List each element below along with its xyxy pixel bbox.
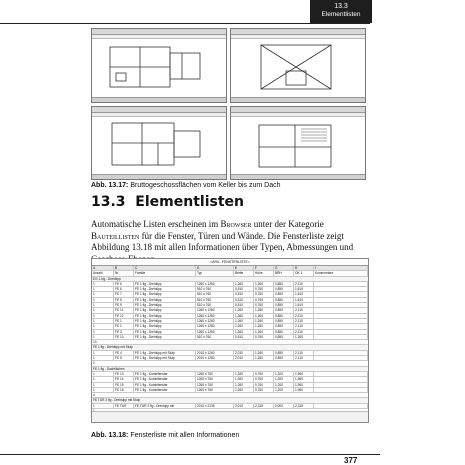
table-cell: 1 bbox=[92, 388, 114, 392]
table-cell: 1,260 bbox=[254, 351, 274, 355]
table-cell: 0,760 bbox=[254, 372, 274, 376]
table-cell: 2,110 bbox=[294, 330, 314, 334]
table-cell: FE 1 flg - Kombifenster bbox=[134, 383, 196, 387]
browser-term: Browser bbox=[220, 219, 252, 229]
table-cell: E bbox=[234, 266, 254, 270]
table-cell: 1,260 bbox=[234, 388, 254, 392]
table-cell bbox=[314, 404, 368, 408]
table-cell: 1,260 bbox=[254, 319, 274, 323]
table-cell: 1,260 bbox=[254, 314, 274, 318]
table-cell: 1,260 bbox=[294, 335, 314, 339]
table-cell: FE 10 bbox=[114, 335, 134, 339]
table-cell: FE 1 flg - Drehkipp bbox=[134, 303, 196, 307]
table-cell: 2,010 bbox=[234, 356, 254, 360]
table-cell: 1,960 bbox=[294, 388, 314, 392]
table-cell: 2,135 bbox=[294, 404, 314, 408]
running-header-tab bbox=[310, 0, 372, 23]
figure-caption-13-18 bbox=[91, 431, 239, 440]
table-cell: FE 1 flg - Drehkipp bbox=[134, 308, 196, 312]
table-cell: 0,850 bbox=[274, 314, 294, 318]
table-cell: 1,260 bbox=[254, 308, 274, 312]
table-cell: 2,110 bbox=[294, 319, 314, 323]
table-cell: 0,760 bbox=[254, 303, 274, 307]
table-cell: G bbox=[274, 266, 294, 270]
table-cell: 1,200 bbox=[274, 372, 294, 376]
table-cell: FE 3 bbox=[114, 330, 134, 334]
table-cell: FE TÜR 2 flg - Drehkipp mit bbox=[134, 404, 196, 408]
table-cell: FE 9 bbox=[114, 303, 134, 307]
table-cell: 0,850 bbox=[274, 330, 294, 334]
table-cell: 2,135 bbox=[254, 404, 274, 408]
table-cell: 2,110 bbox=[294, 314, 314, 318]
table-cell: 1,260 bbox=[234, 282, 254, 286]
table-cell bbox=[314, 388, 368, 392]
table-cell: FE 14 bbox=[114, 377, 134, 381]
header-section-title: Elementlisten bbox=[321, 11, 361, 18]
table-cell: FE 4 bbox=[114, 351, 134, 355]
table-cell: 1260 x 760 bbox=[196, 383, 234, 387]
table-cell: 1 bbox=[92, 356, 114, 360]
table-cell: 1 bbox=[92, 377, 114, 381]
table-cell: 1,260 bbox=[234, 324, 254, 328]
section-heading bbox=[91, 194, 244, 210]
table-cell: FE 1 flg - Drehkipp mit Stulp bbox=[134, 351, 196, 355]
table-cell: FE TÜR bbox=[114, 404, 134, 408]
table-cell: FE 1 flg - Drehkipp mit Stulp bbox=[134, 356, 196, 360]
page-number: 377 bbox=[344, 456, 358, 465]
table-group-total: 2 bbox=[92, 361, 368, 366]
table-cell: 0,760 bbox=[254, 298, 274, 302]
table-cell: I bbox=[314, 266, 368, 270]
table-cell: 0,850 bbox=[274, 282, 294, 286]
table-cell: A bbox=[92, 266, 114, 270]
ground-plan-drawing bbox=[92, 117, 226, 177]
table-cell: 1,200 bbox=[274, 383, 294, 387]
table-cell: FE 13 bbox=[114, 372, 134, 376]
table-cell: 1,260 bbox=[234, 377, 254, 381]
figure-caption-text: Fensterliste mit allen Informationen bbox=[130, 432, 240, 439]
table-cell: FE 5 bbox=[114, 356, 134, 360]
table-cell: 2,110 bbox=[294, 324, 314, 328]
table-cell: 1 bbox=[92, 372, 114, 376]
table-cell: 1260 x 1260 bbox=[196, 308, 234, 312]
table-cell: 510 x 760 bbox=[196, 298, 234, 302]
table-cell: 1,200 bbox=[274, 388, 294, 392]
table-cell: BRH bbox=[274, 271, 294, 275]
table-cell: FE 8 bbox=[114, 298, 134, 302]
table-cell: B bbox=[114, 266, 134, 270]
table-cell: OK 1 bbox=[294, 271, 314, 275]
table-cell: 1,260 bbox=[234, 314, 254, 318]
table-cell: 1260 x 760 bbox=[196, 372, 234, 376]
table-cell: 1,260 bbox=[234, 319, 254, 323]
table-cell: 2,010 bbox=[234, 404, 254, 408]
table-cell: 0,760 bbox=[254, 335, 274, 339]
table-cell: 2,010 bbox=[234, 351, 254, 355]
table-cell: 2,110 bbox=[294, 282, 314, 286]
table-group-header: FE 1 flg - Drehkipp mit Stulp bbox=[92, 345, 368, 350]
table-cell: 2,110 bbox=[294, 351, 314, 355]
table-cell: 0,000 bbox=[274, 404, 294, 408]
table-cell bbox=[314, 319, 368, 323]
table-cell: 1,260 bbox=[254, 324, 274, 328]
bauteillisten-term: Bauteillisten bbox=[91, 230, 140, 241]
table-cell: 0,510 bbox=[234, 303, 254, 307]
table-cell: FE 1 flg - Drehkipp bbox=[134, 292, 196, 296]
table-cell: 1 bbox=[92, 330, 114, 334]
table-cell: 1,260 bbox=[234, 383, 254, 387]
table-cell: 1 bbox=[92, 324, 114, 328]
table-cell: FE 1 bbox=[114, 319, 134, 323]
table-cell: 0,760 bbox=[254, 377, 274, 381]
table-cell: 0,850 bbox=[274, 298, 294, 302]
table-cell: 1,260 bbox=[254, 282, 274, 286]
body-paragraph: Automatische Listen erscheinen im Browser unter der Kategorie Bauteillisten für die Fenster, Türen und Wände. Die Fensterliste zeigt Abbildung 13.18 mit allen Informationen über Typen, Abmessungen und bbox=[91, 219, 354, 252]
table-cell: 1260 x 1260 bbox=[196, 324, 234, 328]
table-cell: 1 bbox=[92, 298, 114, 302]
table-group-header: FE TÜR 2 flg - Drehkipp mit Stulp bbox=[92, 398, 368, 403]
table-cell: 510 x 760 bbox=[196, 303, 234, 307]
table-cell bbox=[314, 303, 368, 307]
table-cell: FE 6 bbox=[114, 282, 134, 286]
section-number: 13.3 bbox=[91, 194, 126, 210]
table-cell: FE 12 bbox=[114, 314, 134, 318]
table-cell bbox=[314, 298, 368, 302]
table-cell bbox=[314, 335, 368, 339]
table-cell: 1,260 bbox=[234, 308, 254, 312]
header-section-number: 13.3 bbox=[334, 3, 348, 10]
table-cell: 1 bbox=[92, 319, 114, 323]
table-cell: FE 7 bbox=[114, 292, 134, 296]
table-group-total: 4 bbox=[92, 393, 368, 398]
table-cell bbox=[314, 351, 368, 355]
upper-plan-drawing bbox=[231, 117, 365, 177]
table-group-header: EG 1.Ng - Drehkipp bbox=[92, 277, 368, 282]
table-group-total: 13 bbox=[92, 340, 368, 345]
table-cell: 0,510 bbox=[234, 292, 254, 296]
table-cell: FE 1 flg - Drehkipp bbox=[134, 282, 196, 286]
table-cell: 1 bbox=[92, 404, 114, 408]
table-cell: 0,850 bbox=[274, 356, 294, 360]
table-cell: 2,110 bbox=[294, 308, 314, 312]
table-cell: FE 1 flg - Drehkipp bbox=[134, 287, 196, 291]
table-cell: 1,960 bbox=[294, 372, 314, 376]
window-schedule-table bbox=[91, 258, 369, 423]
floor-plan-panel-basement bbox=[91, 28, 227, 103]
table-cell: 1,610 bbox=[294, 298, 314, 302]
table-cell: 0,850 bbox=[274, 335, 294, 339]
table-cell bbox=[314, 324, 368, 328]
table-cell: C bbox=[134, 266, 196, 270]
table-cell: 0,510 bbox=[234, 298, 254, 302]
table-cell: 0,850 bbox=[274, 319, 294, 323]
figure-label: Abb. 13.18: bbox=[91, 432, 129, 439]
table-cell: 2010 x 1260 bbox=[196, 356, 234, 360]
table-cell: 1,610 bbox=[294, 287, 314, 291]
table-cell: 1,260 bbox=[234, 372, 254, 376]
table-cell: Anzahl bbox=[92, 271, 114, 275]
table-cell: 1 bbox=[92, 383, 114, 387]
table-cell: 0,850 bbox=[274, 292, 294, 296]
table-cell bbox=[314, 282, 368, 286]
table-cell: Kommentare bbox=[314, 271, 368, 275]
table-cell: 0,850 bbox=[274, 324, 294, 328]
table-cell bbox=[314, 330, 368, 334]
table-group-header: FE 1 flg - Dachflächen bbox=[92, 367, 368, 372]
table-cell: 1 bbox=[92, 351, 114, 355]
table-cell: FE 11 bbox=[114, 308, 134, 312]
table-cell: 1 bbox=[92, 303, 114, 307]
table-cell: F bbox=[254, 266, 274, 270]
table-cell: FE 1 flg - Kombifenster bbox=[134, 377, 196, 381]
table-cell: 0,760 bbox=[254, 383, 274, 387]
table-cell: 1,260 bbox=[254, 356, 274, 360]
table-cell: 510 x 760 bbox=[196, 292, 234, 296]
table-cell: 0,760 bbox=[254, 388, 274, 392]
figure-caption-13-17 bbox=[91, 181, 281, 190]
table-cell: 510 x 760 bbox=[196, 287, 234, 291]
table-cell bbox=[314, 372, 368, 376]
table-cell: FE 1 flg - Drehkipp bbox=[134, 335, 196, 339]
table-cell bbox=[314, 383, 368, 387]
table-cell: 1260 x 1260 bbox=[196, 314, 234, 318]
table-cell: 1260 x 760 bbox=[196, 388, 234, 392]
table-cell: FE 2 bbox=[114, 324, 134, 328]
table-cell: 2,110 bbox=[294, 356, 314, 360]
floor-plan-panel-upper bbox=[230, 106, 366, 180]
table-cell: 0,850 bbox=[274, 308, 294, 312]
table-cell: 1,610 bbox=[294, 292, 314, 296]
table-cell: 0,850 bbox=[274, 303, 294, 307]
floor-plan-panel-roof bbox=[230, 28, 366, 103]
table-cell: 1,960 bbox=[294, 383, 314, 387]
table-cell: 1 bbox=[92, 314, 114, 318]
table-cell: Nr. bbox=[114, 271, 134, 275]
table-cell: Typ bbox=[196, 271, 234, 275]
table-cell: 1 bbox=[92, 282, 114, 286]
table-cell: 1 bbox=[92, 287, 114, 291]
table-cell: 0,850 bbox=[274, 351, 294, 355]
table-cell: FE 1 flg - Drehkipp bbox=[134, 298, 196, 302]
table-cell: 0,760 bbox=[254, 292, 274, 296]
table-cell bbox=[314, 287, 368, 291]
figure-caption-text: Bruttogeschossflächen vom Keller bis zum Dach bbox=[130, 182, 281, 189]
table-cell: FE 1 flg - Drehkipp bbox=[134, 330, 196, 334]
table-cell bbox=[314, 308, 368, 312]
floor-plan-screenshots bbox=[91, 28, 366, 178]
table-cell: FE 1 flg - Kombifenster bbox=[134, 388, 196, 392]
table-cell: FE 1 flg - Kombifenster bbox=[134, 372, 196, 376]
table-cell: FE 1 flg - Drehkipp bbox=[134, 314, 196, 318]
table-cell: 1 bbox=[92, 335, 114, 339]
table-cell: 2010 x 2135 bbox=[196, 404, 234, 408]
table-cell: Höhe bbox=[254, 271, 274, 275]
table-cell bbox=[314, 356, 368, 360]
table-cell: 0,850 bbox=[274, 287, 294, 291]
table-cell bbox=[314, 377, 368, 381]
table-cell: Familie bbox=[134, 271, 196, 275]
table-cell: FE 16 bbox=[114, 388, 134, 392]
floor-plan-drawing bbox=[92, 39, 226, 99]
table-cell: FE 1 flg - Drehkipp bbox=[134, 319, 196, 323]
table-title: <ARIL. FENSTERLISTE> bbox=[92, 259, 368, 266]
table-cell: 1260 x 1260 bbox=[196, 282, 234, 286]
footer-rule bbox=[0, 454, 380, 455]
figure-label: Abb. 13.17: bbox=[91, 182, 129, 189]
table-cell: 1,260 bbox=[234, 330, 254, 334]
table-cell: 0,510 bbox=[234, 335, 254, 339]
floor-plan-panel-ground bbox=[91, 106, 227, 180]
table-cell: Breite bbox=[234, 271, 254, 275]
table-cell: 1260 x 1260 bbox=[196, 319, 234, 323]
table-cell: 2010 x 1260 bbox=[196, 351, 234, 355]
table-cell bbox=[314, 314, 368, 318]
table-cell: H bbox=[294, 266, 314, 270]
table-cell: 510 x 760 bbox=[196, 335, 234, 339]
table-cell bbox=[314, 292, 368, 296]
table-cell: 1260 x 1260 bbox=[196, 330, 234, 334]
table-cell: D bbox=[196, 266, 234, 270]
table-cell: 0,510 bbox=[234, 287, 254, 291]
table-cell: 1,260 bbox=[254, 330, 274, 334]
table-cell: 1,200 bbox=[274, 377, 294, 381]
table-cell: 1,610 bbox=[294, 303, 314, 307]
table-cell: 1 bbox=[92, 292, 114, 296]
table-cell: 1 bbox=[92, 308, 114, 312]
table-cell: FE 6 bbox=[114, 287, 134, 291]
table-cell: 1,960 bbox=[294, 377, 314, 381]
table-cell: FE 1 flg - Drehkipp bbox=[134, 324, 196, 328]
section-title: Elementlisten bbox=[135, 194, 244, 210]
table-cell: 0,760 bbox=[254, 287, 274, 291]
roof-plan-drawing bbox=[231, 39, 365, 99]
table-cell: 1260 x 760 bbox=[196, 377, 234, 381]
table-cell: FE 15 bbox=[114, 383, 134, 387]
